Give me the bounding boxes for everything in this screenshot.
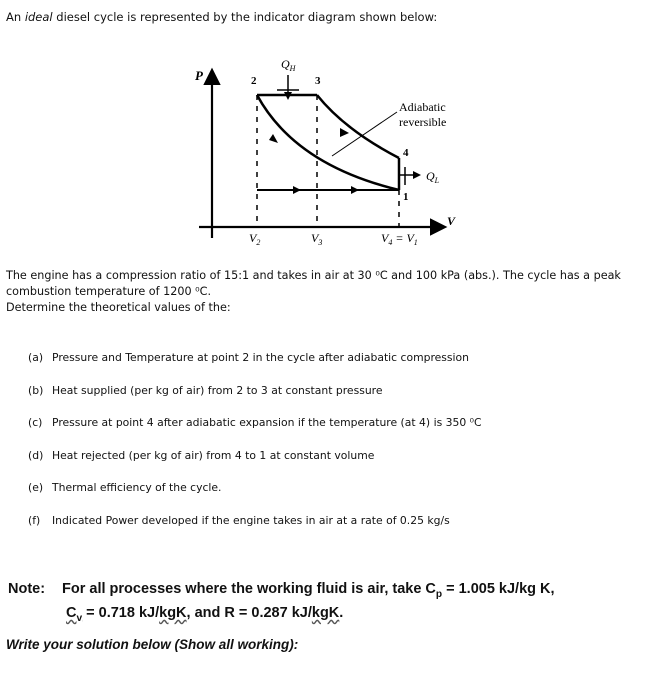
process-3-4 — [317, 95, 399, 158]
point-4-label: 4 — [403, 147, 409, 159]
point-3-label: 3 — [315, 75, 321, 87]
adiabatic-label-1: Adiabatic — [399, 100, 446, 114]
ql-label: $Q_L$ — [426, 169, 440, 185]
note-block: Note: For all processes where the working fluid is air, take $C_p = 1.005$ kJ/kg K, $C_v = 0.718$ kJ/kgK, and R = 0.287 kJ/kgK. — [8, 581, 555, 624]
list-item: (f) Indicated Power developed if the engine takes in air at a rate of 0.25 kg/s — [28, 513, 450, 527]
pv-indicator-diagram — [185, 40, 475, 260]
list-item: (e) Thermal efficiency of the cycle. — [28, 481, 222, 494]
list-item: (a) Pressure and Temperature at point 2 in the cycle after adiabatic compression — [28, 351, 470, 364]
p-axis-label: P — [195, 68, 203, 83]
question-list — [28, 351, 482, 546]
adiabatic-label-2: reversible — [399, 115, 447, 129]
process-1-2 — [257, 95, 399, 190]
v4-v1-label: $V_4 = V_1$ — [381, 231, 418, 247]
v-axis-label: V — [447, 214, 456, 228]
list-item: (d) Heat rejected (per kg of air) from 4 to 1 at constant volume — [28, 448, 375, 462]
point-2-label: 2 — [251, 75, 257, 87]
point-1-label: 1 — [403, 191, 409, 203]
v2-label: $V_2$ — [249, 231, 261, 247]
v3-label: $V_3$ — [311, 231, 323, 247]
intro-text: An ideal diesel cycle is represented by the indicator diagram shown below: — [6, 10, 438, 24]
problem-statement: The engine has a compression ratio of 15:1 and takes in air at 30 ⁰C and 100 kPa (abs.). The cycle has a peak combustion temperature of 1200 ⁰C. Determine the theoretical values of the: — [6, 269, 621, 314]
solution-prompt: Write your solution below (Show all working): — [6, 637, 299, 652]
list-item: (c) Pressure at point 4 after adiabatic expansion if the temperature (at 4) is 350 ⁰C — [28, 416, 482, 429]
qh-label: $Q_H$ — [281, 57, 296, 73]
note-label: Note: — [8, 581, 46, 597]
list-item: (b) Heat supplied (per kg of air) from 2 to 3 at constant pressure — [28, 383, 383, 397]
